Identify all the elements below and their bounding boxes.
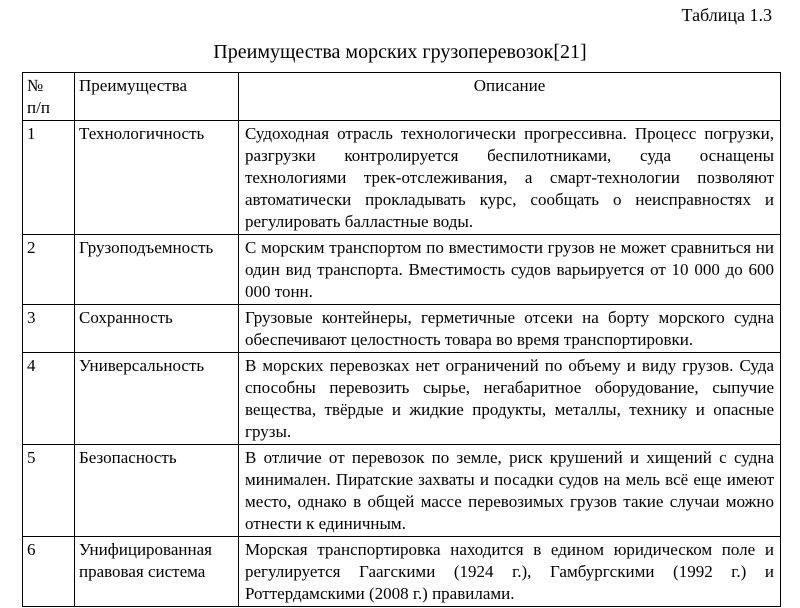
table-number: Таблица 1.3 [681,5,772,25]
row-advantage: Безопасность [75,445,239,537]
row-description: Судоходная отрасль технологически прогрессивна. Процесс погрузки, разгрузки контролируется беспилотниками, суда оснащены технологиями трек-отслеживания, а смарт-технологии позволяют автоматически прокладывать курс, сообщать о неисправностях и регулировать балластные воды. [239,121,781,235]
row-description: В морских перевозках нет ограничений по объему и виду грузов. Суда способны перевозить сырье, негабаритное оборудование, сыпучие вещества, твёрдые и жидкие продукты, металлы, технику и опасные грузы. [239,353,781,445]
header-advantage: Преимущества [75,73,239,121]
row-number: 4 [23,353,75,445]
row-advantage: Универсальность [75,353,239,445]
table-row [23,537,781,607]
header-description: Описание [239,73,781,121]
header-number-line1: № [27,76,44,95]
table-row [23,305,781,353]
table-row [23,121,781,235]
row-advantage: Грузоподъемность [75,235,239,305]
table-row [23,235,781,305]
row-number: 6 [23,537,75,607]
row-number: 1 [23,121,75,235]
row-advantage: Унифицированная правовая система [75,537,239,607]
table-caption: Преимущества морских грузоперевозок[21] [213,41,587,63]
header-number-line2: п/п [27,98,50,117]
row-number: 2 [23,235,75,305]
row-description: В отличие от перевозок по земле, риск крушений и хищений с судна минимален. Пиратские захваты и посадки судов на мель всё еще имеют место, однако в общей массе перевозимых грузов такие случаи можно отнести к единичным. [239,445,781,537]
row-description: С морским транспортом по вместимости грузов не может сравниться ни один вид транспорта. Вместимость судов варьируется от 10 000 до 600 000 тонн. [239,235,781,305]
row-description: Морская транспортировка находится в едином юридическом поле и регулируется Гаагскими (1924 г.), Гамбургскими (1992 г.) и Роттердамскими (2008 г.) правилами. [239,537,781,607]
table-row [23,353,781,445]
row-description: Грузовые контейнеры, герметичные отсеки на борту морского судна обеспечивают целостность товара во время транспортировки. [239,305,781,353]
advantages-table [22,72,781,607]
table-row [23,445,781,537]
row-advantage: Сохранность [75,305,239,353]
table-header-row [23,73,781,121]
header-number [23,73,75,121]
row-advantage: Технологичность [75,121,239,235]
row-number: 3 [23,305,75,353]
row-number: 5 [23,445,75,537]
